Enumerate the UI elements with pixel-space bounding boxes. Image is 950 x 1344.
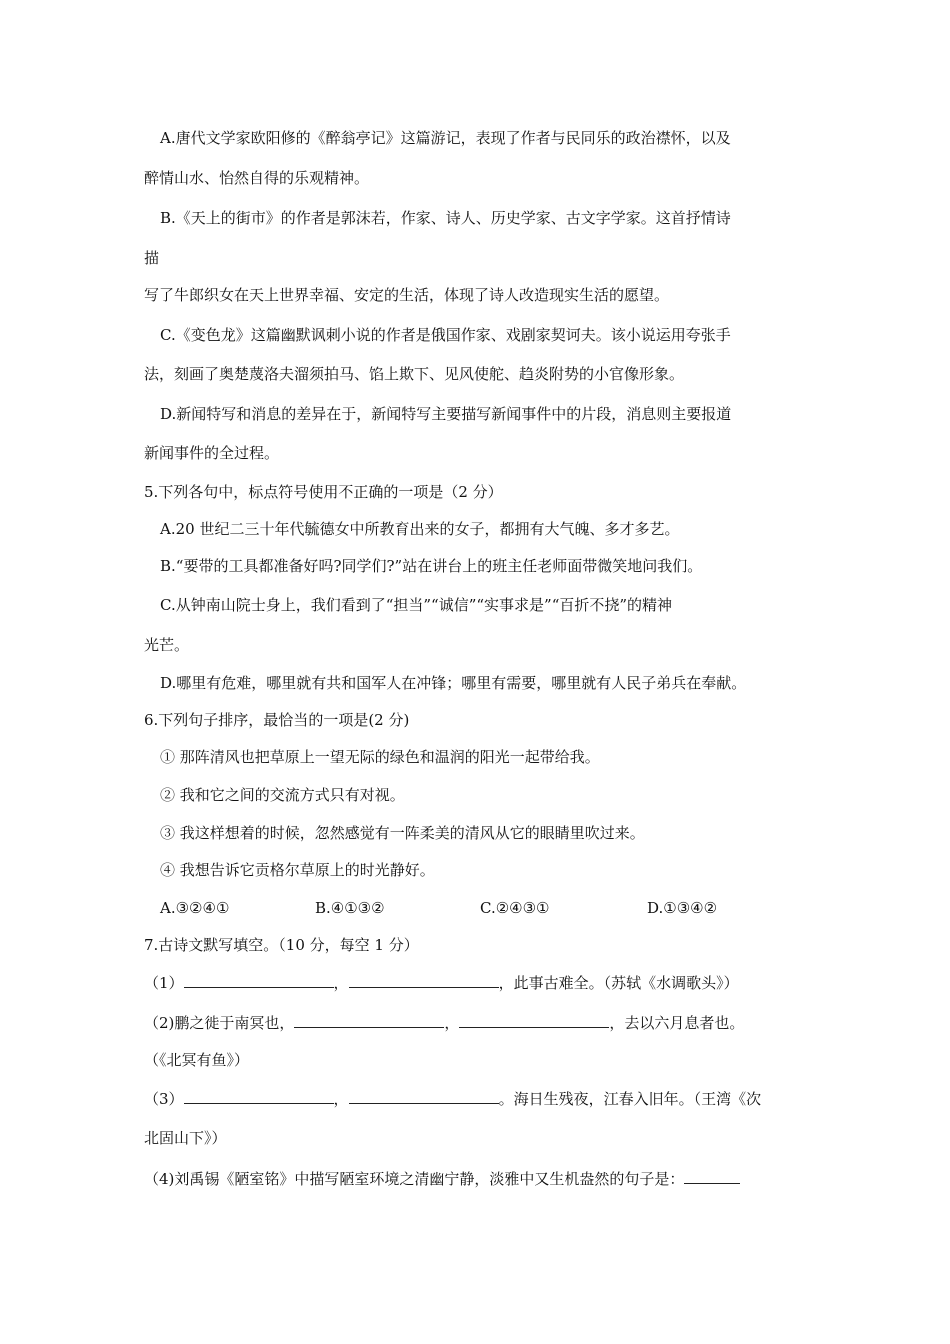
q4-option-a-line2: 醉情山水、怡然自得的乐观精神。 [144, 169, 370, 187]
q7-item-3-source: 北固山下》） [144, 1129, 227, 1147]
answer-blank[interactable] [294, 1012, 444, 1028]
answer-blank[interactable] [459, 1012, 609, 1028]
q5-option-d: D.哪里有危难，哪里就有共和国军人在冲锋；哪里有需要，哪里就有人民子弟兵在奉献。 [160, 674, 747, 692]
q6-sentence-3: ③ 我这样想着的时候，忽然感觉有一阵柔美的清风从它的眼睛里吹过来。 [160, 824, 645, 842]
q6-option-b: B.④①③② [315, 899, 385, 917]
q7-item-3 [144, 1088, 761, 1109]
q4-option-d-line2: 新闻事件的全过程。 [144, 444, 280, 462]
q6-sentence-2: ② 我和它之间的交流方式只有对视。 [160, 786, 405, 804]
q7-2-suffix: ，去以六月息者也。 [609, 1014, 745, 1032]
q7-1-prefix: （1） [144, 974, 184, 992]
q4-option-c-line2: 法，刻画了奥楚蔑洛夫溜须拍马、馅上欺下、见风使舵、趋炎附势的小官像形象。 [144, 365, 685, 383]
q7-item-1 [144, 972, 739, 993]
q5-option-c-line1: C.从钟南山院士身上，我们看到了“担当”“诚信”“实事求是”“百折不挠”的精神 [160, 596, 673, 614]
q7-2-comma: ， [444, 1014, 460, 1032]
answer-blank[interactable] [684, 1168, 740, 1184]
q4-option-d-line1: D.新闻特写和消息的差异在于，新闻特写主要描写新闻事件中的片段，消息则主要报道 [160, 405, 732, 423]
q6-option-d: D.①③④② [647, 899, 718, 917]
q7-4-text: （4)刘禹锡《陋室铭》中描写陋室环境之清幽宁静，淡雅中又生机盎然的句子是： [144, 1170, 685, 1188]
answer-blank[interactable] [349, 972, 499, 988]
question-5-stem: 5.下列各句中，标点符号使用不正确的一项是（2 分） [144, 483, 503, 501]
q5-option-c-line2: 光芒。 [144, 636, 190, 654]
q6-sentence-1: ① 那阵清风也把草原上一望无际的绿色和温润的阳光一起带给我。 [160, 748, 600, 766]
q4-option-a-line1: A.唐代文学家欧阳修的《醉翁亭记》这篇游记，表现了作者与民同乐的政治襟怀，以及 [160, 129, 731, 147]
q7-item-2 [144, 1012, 744, 1033]
q4-option-b-line1: B.《天上的街市》的作者是郭沫若，作家、诗人、历史学家、古文字学家。这首抒情诗 [160, 209, 731, 227]
q4-option-c-line1: C.《变色龙》这篇幽默讽刺小说的作者是俄国作家、戏剧家契诃夫。该小说运用夸张手 [160, 326, 731, 344]
q7-2-prefix: （2)鹏之徙于南冥也， [144, 1014, 295, 1032]
question-6-stem: 6.下列句子排序，最恰当的一项是(2 分) [144, 711, 410, 729]
answer-blank[interactable] [184, 972, 334, 988]
q6-sentence-4: ④ 我想告诉它贡格尔草原上的时光静好。 [160, 861, 435, 879]
question-7-stem: 7.古诗文默写填空。（10 分，每空 1 分） [144, 936, 419, 954]
q7-1-suffix: ，此事古难全。（苏轼《水调歌头》） [498, 974, 739, 992]
q4-option-b-line3: 写了牛郎织女在天上世界幸福、安定的生活，体现了诗人改造现实生活的愿望。 [144, 286, 670, 304]
q5-option-a: A.20 世纪二三十年代毓德女中所教育出来的女子，都拥有大气魄、多才多艺。 [160, 520, 680, 538]
answer-blank[interactable] [184, 1088, 334, 1104]
q7-item-4 [144, 1168, 740, 1189]
q7-1-comma: ， [333, 974, 349, 992]
q5-option-b: B.“要带的工具都准备好吗?同学们?”站在讲台上的班主任老师面带微笑地问我们。 [160, 557, 703, 575]
q6-option-c: C.②④③① [480, 899, 550, 917]
q7-3-suffix: 。海日生残夜，江春入旧年。（王湾《次 [498, 1090, 762, 1108]
q6-option-a: A.③②④① [160, 899, 230, 917]
q4-option-b-line2: 描 [144, 249, 160, 267]
answer-blank[interactable] [349, 1088, 499, 1104]
q7-3-comma: ， [333, 1090, 349, 1108]
q7-3-prefix: （3） [144, 1090, 184, 1108]
q7-item-2-source: （《北冥有鱼》） [144, 1051, 250, 1069]
